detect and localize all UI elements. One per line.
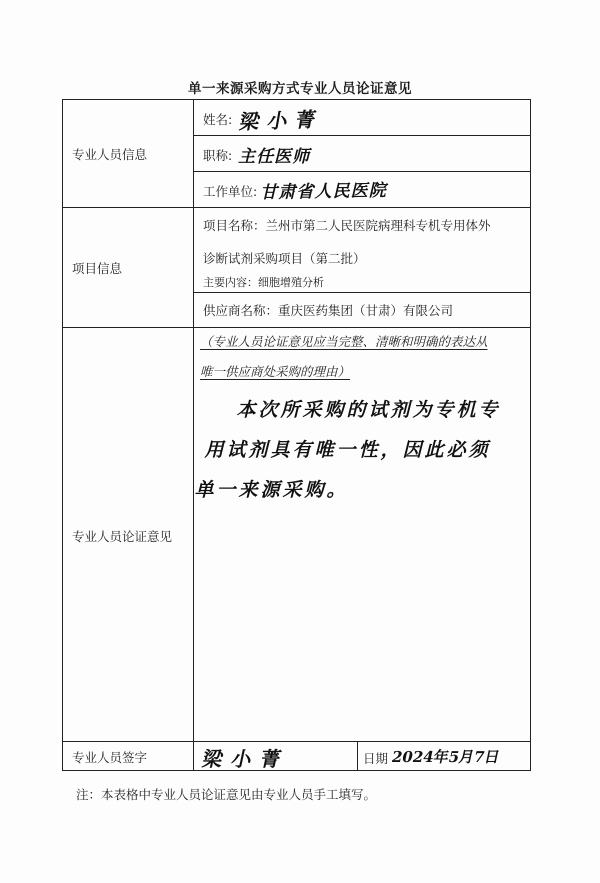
opinion-instruction-line-1: （专业人员论证意见应当完整、清晰和明确的表达从: [200, 334, 488, 349]
title-handwritten: 主任医师: [236, 147, 314, 167]
opinion-instruction-line-2: 唯一供应商处采购的理由）: [200, 364, 351, 379]
section-opinion-label: 专业人员论证意见: [72, 529, 173, 544]
signature-handwritten: 梁小菁: [200, 747, 293, 771]
name-row-divider: [193, 135, 531, 136]
opinion-instruction: [200, 327, 525, 387]
name-label: 姓名:: [203, 112, 233, 127]
content-row-divider: [193, 292, 531, 293]
project-name-line-2: 诊断试剂采购项目（第二批）: [203, 251, 366, 266]
project-name-line-1: 项目名称：兰州市第二人民医院病理科专机专用体外: [203, 218, 491, 233]
section-personnel-label: 专业人员信息: [72, 147, 148, 162]
date-label: 日期: [363, 751, 389, 766]
opinion-handwritten: 本次所采购的试剂为专机专用试剂具有唯一性，因此必须单一来源采购。: [193, 399, 505, 501]
title-row-divider: [193, 171, 531, 172]
section-signature-label: 专业人员签字: [72, 750, 148, 765]
title-label: 职称:: [203, 148, 233, 163]
footnote: 注：本表格中专业人员论证意见由专业人员手工填写。: [76, 787, 377, 802]
unit-handwritten: 甘肃省人民医院: [259, 180, 391, 203]
form-title: 单一来源采购方式专业人员论证意见: [188, 81, 412, 97]
date-handwritten: 2024年5月7日: [389, 748, 502, 766]
row-divider-personnel: [62, 207, 531, 208]
supplier-name: 供应商名称：重庆医药集团（甘肃）有限公司: [203, 303, 454, 318]
column-divider: [193, 99, 194, 771]
row-divider-opinion: [62, 741, 531, 742]
date-column-divider: [357, 741, 358, 771]
unit-label: 工作单位:: [203, 184, 258, 199]
section-project-label: 项目信息: [72, 261, 123, 276]
name-handwritten: 梁小菁: [237, 106, 326, 135]
project-content: 主要内容：细胞增殖分析: [203, 276, 324, 289]
